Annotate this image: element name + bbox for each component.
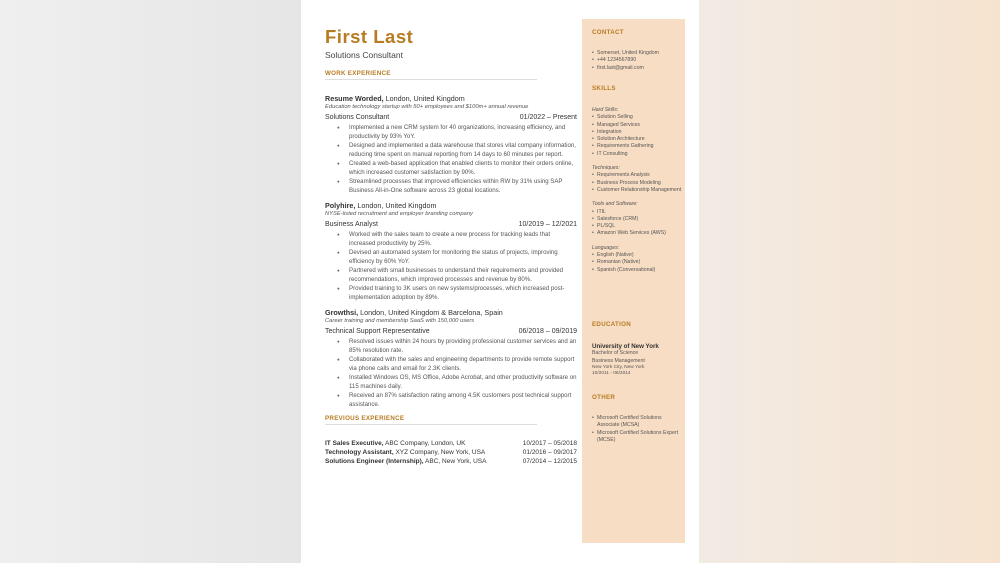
company-location: London, United Kingdom & Barcelona, Spain — [360, 308, 503, 317]
role-row — [325, 327, 577, 336]
skill-item: • Amazon Web Services (AWS) — [592, 230, 682, 237]
job-entry — [325, 308, 577, 409]
role-title: Solutions Consultant — [325, 114, 390, 121]
previous-dates: 07/2014 – 12/2015 — [522, 458, 577, 465]
achievement-item: ● Designed and implemented a data warehouse that stores vital company information, reducing time spent on manual reporting from 14 days to 60 minutes per report. — [349, 141, 577, 159]
previous-dates: 01/2016 – 09/2017 — [522, 449, 577, 456]
tools-skills-list — [592, 209, 682, 238]
achievement-item: ● Implemented a new CRM system for 40 organizations, increasing efficiency, and productivity by 93% YoY. — [349, 123, 577, 141]
job-entry — [325, 201, 577, 302]
role-dates: 01/2022 – Present — [519, 114, 577, 121]
achievement-item: ● Created a web-based application that enabled clients to monitor their orders online, which increased customer satisfaction by 90%. — [349, 159, 577, 177]
skills-block — [592, 107, 682, 274]
achievement-item: ● Devised an automated system for monitoring the status of projects, improving efficiency by 60% YoY. — [349, 248, 577, 266]
divider — [325, 79, 537, 80]
previous-list — [325, 439, 577, 466]
achievement-item: ● Streamlined processes that improved efficiencies within RW by 31% using SAP Business All-in-One software across 23 global locations. — [349, 177, 577, 195]
skill-item: • Business Process Modeling — [592, 180, 682, 187]
company-name: Resume Worded, — [325, 94, 384, 103]
company-description: Career training and membership SaaS with 150,000 users — [325, 318, 475, 324]
previous-role-row — [325, 457, 577, 466]
company-location: London, United Kingdom — [385, 94, 465, 103]
lang-skills-list — [592, 252, 682, 274]
edu-dates: 10/2011 - 06/2014 — [592, 371, 631, 377]
candidate-name: First Last — [325, 26, 414, 47]
main-column — [325, 26, 577, 466]
skill-item: • Spanish (Conversational) — [592, 267, 682, 274]
contact-phone: • +44 1234567890 — [592, 57, 682, 64]
achievement-item: ● Partnered with small businesses to understand their requirements and provided recommendations, which improved processes and revenue by 80%. — [349, 266, 577, 284]
achievement-item: ● Provided training to 3K users on new systems/processes, which increased post-implementation adoption by 89%. — [349, 284, 577, 302]
skill-item: • Romanian (Native) — [592, 259, 682, 266]
degree: Bachelor of Science — [592, 350, 639, 357]
previous-experience-heading: PREVIOUS EXPERIENCE — [325, 415, 405, 422]
contact-heading: CONTACT — [592, 29, 624, 36]
edu-location: New York City, New York — [592, 364, 645, 370]
skill-item: • ITIL — [592, 209, 682, 216]
role-dates: 10/2019 – 12/2021 — [518, 221, 577, 228]
company-location: London, United Kingdom — [357, 201, 437, 210]
previous-role: Solutions Engineer (Internship), — [325, 458, 424, 465]
previous-company: ABC Company, London, UK — [385, 440, 466, 447]
skill-item: • IT Consulting — [592, 151, 682, 158]
achievement-item: ● Worked with the sales team to create a new process for tracking leads that increased productivity by 25%. — [349, 230, 577, 248]
role-row — [325, 220, 577, 229]
contact-email[interactable]: • first.last@gmail.com — [592, 65, 682, 72]
company-line — [325, 308, 577, 317]
skills-heading: SKILLS — [592, 85, 616, 92]
hard-skills-label: Hard Skills: — [592, 107, 619, 113]
techniques-label: Techniques: — [592, 165, 620, 172]
previous-role: IT Sales Executive, — [325, 440, 384, 447]
company-line — [325, 94, 577, 103]
jobs-list — [325, 94, 577, 409]
company-description: Education technology startup with 50+ employees and $100m+ annual revenue — [325, 104, 529, 110]
achievement-list — [325, 337, 577, 409]
tools-label: Tools and Software: — [592, 201, 638, 208]
company-name: Polyhire, — [325, 201, 356, 210]
education-heading: EDUCATION — [592, 321, 632, 328]
role-title: Technical Support Representative — [325, 328, 430, 335]
divider — [325, 424, 537, 425]
skill-item: • Solution Architecture — [592, 136, 682, 143]
skill-item: • Customer Relationship Management — [592, 187, 682, 194]
education-block — [592, 343, 682, 378]
skill-item: • Salesforce (CRM) — [592, 216, 682, 223]
previous-company: XYZ Company, New York, USA — [395, 449, 486, 456]
previous-dates: 10/2017 – 05/2018 — [522, 440, 577, 447]
skill-item: • Managed Services — [592, 122, 682, 129]
company-description: NYSE-listed recruitment and employer branding company — [325, 211, 473, 217]
certification: • Microsoft Certified Solutions Associate (MCSA) — [592, 415, 682, 430]
contact-location: • Somerset, United Kingdom — [592, 50, 682, 57]
skill-item: • PL/SQL — [592, 223, 682, 230]
skill-item: • Requirements Gathering — [592, 143, 682, 150]
skill-item: • Integration — [592, 129, 682, 136]
skill-item: • Requirements Analysis — [592, 172, 682, 179]
certification: • Microsoft Certified Solutions Expert (MCSE) — [592, 430, 682, 445]
work-experience-heading: WORK EXPERIENCE — [325, 70, 391, 77]
other-list — [592, 415, 682, 444]
role-dates: 06/2018 – 09/2019 — [518, 328, 577, 335]
achievement-list — [325, 230, 577, 302]
achievement-item: ● Collaborated with the sales and engineering departments to provide remote support via phone calls and email for 2.3K clients. — [349, 355, 577, 373]
previous-role-row — [325, 439, 577, 448]
previous-role: Technology Assistant, — [325, 449, 394, 456]
candidate-title: Solutions Consultant — [325, 50, 403, 60]
skill-item: • Solution Selling — [592, 114, 682, 121]
hard-skills-list — [592, 114, 682, 158]
tech-skills-list — [592, 172, 682, 194]
contact-list — [592, 50, 682, 72]
school-name: University of New York — [592, 343, 659, 350]
major: Business Management — [592, 357, 645, 364]
company-name: Growthsi, — [325, 308, 359, 317]
achievement-item: ● Resolved issues within 24 hours by providing professional customer services and an 85% resolution rate. — [349, 337, 577, 355]
role-row — [325, 113, 577, 122]
company-line — [325, 201, 577, 210]
previous-company: ABC, New York, USA — [425, 458, 487, 465]
languages-label: Languages: — [592, 244, 620, 251]
sidebar — [582, 19, 685, 543]
achievement-item: ● Installed Windows OS, MS Office, Adobe Acrobat, and other productivity software on 115 machines daily. — [349, 373, 577, 391]
achievement-item: ● Received an 87% satisfaction rating among 4.5K customers post technical support assistance. — [349, 391, 577, 409]
skill-item: • English (Native) — [592, 252, 682, 259]
achievement-list — [325, 123, 577, 195]
role-title: Business Analyst — [325, 221, 378, 228]
previous-role-row — [325, 448, 577, 457]
other-heading: OTHER — [592, 394, 616, 401]
job-entry — [325, 94, 577, 195]
